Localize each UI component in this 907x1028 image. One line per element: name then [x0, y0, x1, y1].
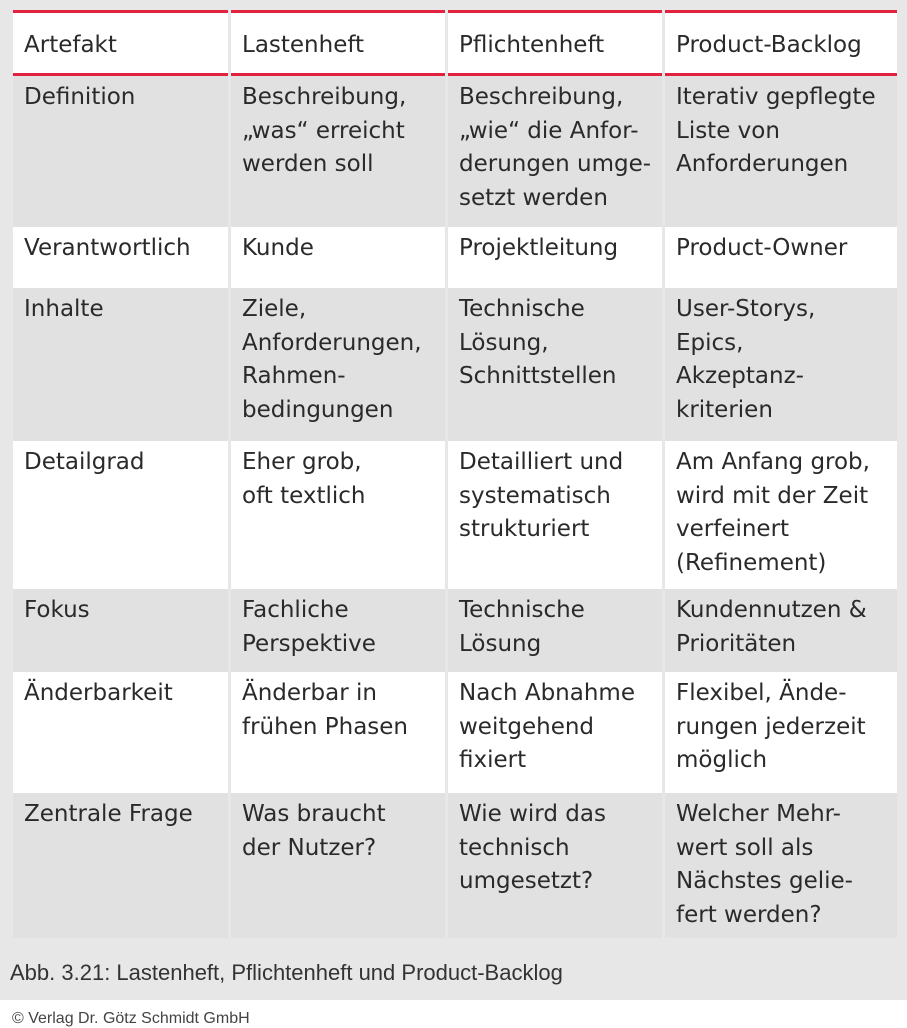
- header-product-backlog: Product-Backlog: [665, 10, 897, 76]
- row-label: Änderbarkeit: [13, 672, 228, 790]
- row-label: Inhalte: [13, 288, 228, 441]
- header-artefakt: Artefakt: [13, 10, 228, 76]
- table-row-detailgrad: [13, 441, 897, 589]
- table-cell: Ziele, Anforderungen, Rahmen- bedingungen: [231, 288, 445, 441]
- table-cell: Welcher Mehr- wert soll als Nächstes gelie- fert werden?: [665, 790, 897, 938]
- row-label: Fokus: [13, 589, 228, 672]
- table-cell: Änderbar in frühen Phasen: [231, 672, 445, 790]
- header-pflichtenheft: Pflichtenheft: [448, 10, 662, 76]
- table-cell: Am Anfang grob, wird mit der Zeit verfeinert (Refinement): [665, 441, 897, 589]
- header-lastenheft: Lastenheft: [231, 10, 445, 76]
- table-cell: Kunde: [231, 227, 445, 288]
- table-row-definition: [13, 76, 897, 227]
- table-header-row: [13, 10, 897, 76]
- table-cell: Iterativ gepflegte Liste von Anforderungen: [665, 76, 897, 227]
- table-cell: Projektleitung: [448, 227, 662, 288]
- table-row-zentrale-frage: [13, 790, 897, 938]
- table-cell: Detailliert und systematisch strukturiert: [448, 441, 662, 589]
- table-cell: Eher grob, oft textlich: [231, 441, 445, 589]
- row-label: Zentrale Frage: [13, 790, 228, 938]
- row-label: Verantwortlich: [13, 227, 228, 288]
- table-cell: Nach Abnahme weitgehend fixiert: [448, 672, 662, 790]
- table-cell: Beschreibung, „was“ erreicht werden soll: [231, 76, 445, 227]
- table-cell: Flexibel, Ände- rungen jederzeit möglich: [665, 672, 897, 790]
- row-label: Definition: [13, 76, 228, 227]
- table-cell: User-Storys, Epics, Akzeptanz- kriterien: [665, 288, 897, 441]
- row-label: Detailgrad: [13, 441, 228, 589]
- table-row-aenderbarkeit: [13, 672, 897, 790]
- table-cell: Beschreibung, „wie“ die Anfor- derungen umge- setzt werden: [448, 76, 662, 227]
- table-cell: Technische Lösung: [448, 589, 662, 672]
- table-cell: Product-Owner: [665, 227, 897, 288]
- table-cell: Kundennutzen & Prioritäten: [665, 589, 897, 672]
- table-row-inhalte: [13, 288, 897, 441]
- table-cell: Technische Lösung, Schnittstellen: [448, 288, 662, 441]
- comparison-table: [10, 10, 900, 938]
- figure-caption: Abb. 3.21: Lastenheft, Pflichtenheft und Product-Backlog: [10, 960, 563, 985]
- table-cell: Wie wird das technisch umgesetzt?: [448, 790, 662, 938]
- table-cell: Fachliche Perspektive: [231, 589, 445, 672]
- copyright-notice: © Verlag Dr. Götz Schmidt GmbH: [12, 1010, 250, 1027]
- table-cell: Was braucht der Nutzer?: [231, 790, 445, 938]
- table-row-fokus: [13, 589, 897, 672]
- table-row-verantwortlich: [13, 227, 897, 288]
